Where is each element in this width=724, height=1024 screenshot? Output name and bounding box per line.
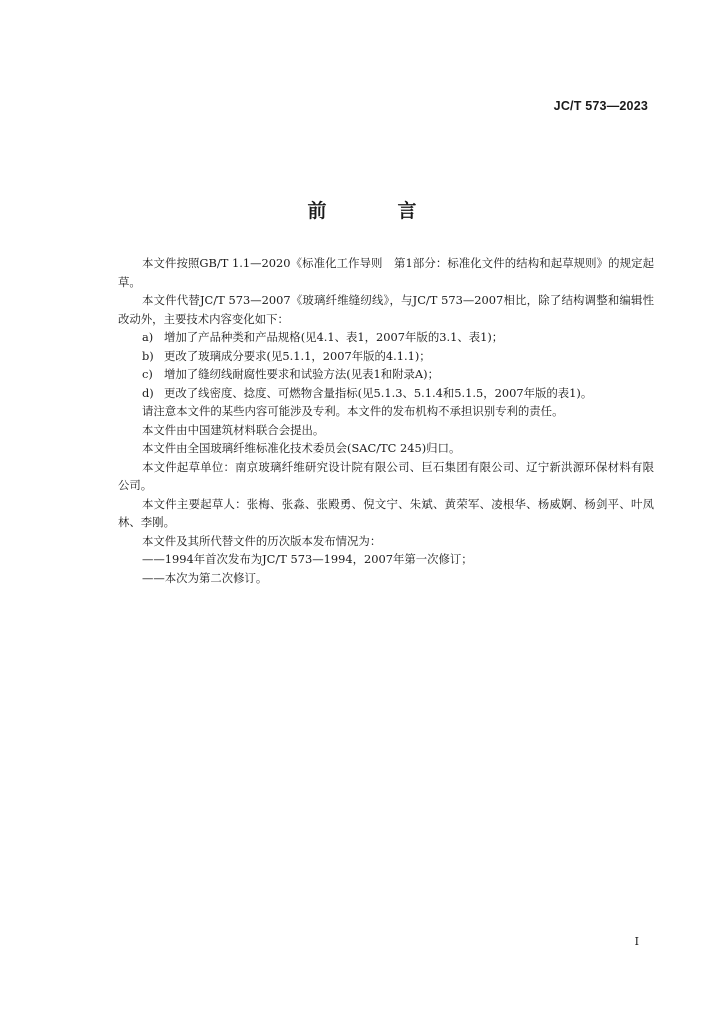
list-marker: d) [142, 385, 154, 400]
list-item [118, 328, 654, 347]
document-code: JC/T 573—2023 [553, 99, 648, 113]
paragraph-patent-notice: 请注意本文件的某些内容可能涉及专利。本文件的发布机构不承担识别专利的责任。 [142, 404, 564, 418]
list-item-text: 更改了玻璃成分要求(见5.1.1，2007年版的4.1.1)； [164, 348, 431, 363]
page-title: 前 言 [307, 200, 443, 222]
list-item [118, 347, 654, 366]
list-item-text: 更改了线密度、捻度、可燃物含量指标(见5.1.3、5.1.4和5.1.5，2007年版的表1)。 [164, 385, 593, 400]
page-number: I [634, 935, 639, 948]
list-marker: b) [142, 348, 154, 363]
paragraph-proposer: 本文件由中国建筑材料联合会提出。 [142, 422, 325, 437]
list-item-text: 增加了产品种类和产品规格(见4.1、表1，2007年版的3.1、表1)； [164, 330, 504, 344]
paragraph-drafting-units: 本文件起草单位：南京玻璃纤维研究设计院有限公司、巨石集团有限公司、辽宁新洪源环保材料有限公司。 [118, 459, 654, 492]
paragraph-drafting-rules: 本文件按照GB/T 1.1—2020《标准化工作导则 第1部分：标准化文件的结构和起草规则》的规定起草。 [118, 256, 654, 289]
paragraph-drafters: 本文件主要起草人：张梅、张淼、张殿勇、倪文宁、朱斌、黄荣军、凌根华、杨威婀、杨剑平、叶凤林、李刚。 [118, 496, 654, 529]
foreword-body [118, 254, 654, 587]
paragraph-history-intro: 本文件及其所代替文件的历次版本发布情况为： [142, 533, 382, 548]
list-item [118, 384, 654, 403]
list-marker: c) [142, 367, 153, 381]
list-item [118, 365, 654, 384]
paragraph-replacement: 本文件代替JC/T 573—2007《玻璃纤维缝纫线》，与JC/T 573—2007相比，除了结构调整和编辑性改动外，主要技术内容变化如下： [118, 293, 654, 326]
paragraph-history-current: ——本次为第二次修订。 [142, 570, 268, 585]
list-marker: a) [142, 330, 154, 344]
paragraph-committee: 本文件由全国玻璃纤维标准化技术委员会(SAC/TC 245)归口。 [142, 441, 461, 455]
paragraph-history-1994: ——1994年首次发布为JC/T 573—1994，2007年第一次修订； [142, 552, 473, 566]
list-item-text: 增加了缝纫线耐腐性要求和试验方法(见表1和附录A)； [164, 367, 439, 381]
